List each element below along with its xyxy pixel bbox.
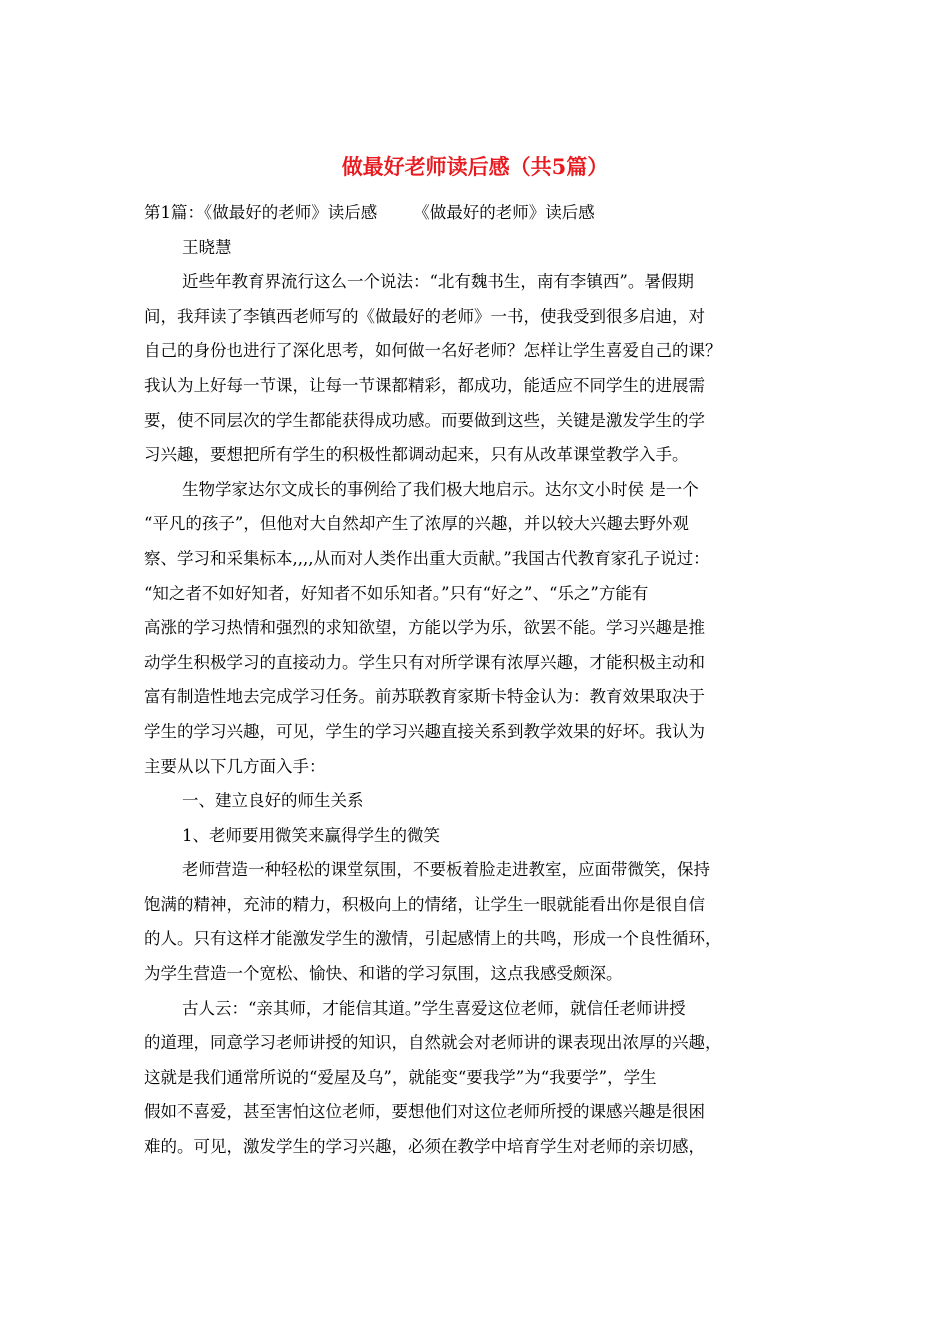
text-line: “平凡的孩子”，但他对大自然却产生了浓厚的兴趣，并以较大兴趣去野外观 — [144, 514, 689, 534]
text-line: 动学生积极学习的直接动力。学生只有对所学课有浓厚兴趣，才能积极主动和 — [144, 652, 705, 672]
text-line: 难的。可见，激发学生的学习兴趣，必须在教学中培育学生对老师的亲切感， — [144, 1137, 705, 1157]
text-line: 为学生营造一个宽松、愉快、和谐的学习氛围，这点我感受颇深。 — [144, 964, 623, 984]
text-line: 的道理，同意学习老师讲授的知识，自然就会对老师讲的课表现出浓厚的兴趣， — [144, 1033, 722, 1053]
text-line: 近些年教育界流行这么一个说法：“北有魏书生，南有李镇西”。暑假期 — [182, 272, 694, 292]
text-line: 主要从以下几方面入手： — [144, 756, 326, 776]
text-line: 古人云：“亲其师，才能信其道。”学生喜爱这位老师，就信任老师讲授 — [182, 998, 686, 1018]
text-line: 要，使不同层次的学生都能获得成功感。而要做到这些，关键是激发学生的学 — [144, 410, 705, 430]
text-line: 间，我拜读了李镇西老师写的《做最好的老师》一书，使我受到很多启迪，对 — [144, 306, 705, 326]
text-line: 富有制造性地去完成学习任务。前苏联教育家斯卡特金认为：教育效果取决于 — [144, 687, 705, 707]
document-title: 做最好老师读后感（共5篇） — [341, 154, 609, 179]
chapter-heading — [144, 196, 804, 231]
book-title: 《做最好的老师》读后感 — [413, 203, 595, 222]
text-line: 我认为上好每一节课，让每一节课都精彩，都成功，能适应不同学生的进展需 — [144, 375, 705, 395]
text-line: 习兴趣，要想把所有学生的积极性都调动起来，只有从改革课堂教学入手。 — [144, 445, 689, 465]
text-line: 饱满的精神，充沛的精力，积极向上的情绪，让学生一眼就能看出你是很自信 — [144, 894, 705, 914]
text-line: 这就是我们通常所说的“爱屋及乌”，就能变“要我学”为“我要学”，学生 — [144, 1067, 657, 1087]
text-line: 的人。只有这样才能激发学生的激情，引起感情上的共鸣，形成一个良性循环， — [144, 929, 722, 949]
text-line: 1、老师要用微笑来赢得学生的微笑 — [182, 825, 440, 845]
chapter-label: 第1篇：《做最好的老师》读后感 — [144, 203, 378, 222]
author-name: 王晓慧 — [182, 237, 232, 257]
text-line: 察、学习和采集标本,,,,从而对人类作出重大贡献。”我国古代教育家孔子说过： — [144, 548, 710, 568]
text-line: 老师营造一种轻松的课堂氛围，不要板着脸走进教室，应面带微笑，保持 — [182, 860, 710, 880]
text-line: “知之者不如好知者，好知者不如乐知者。”只有“好之”、“乐之”方能有 — [144, 583, 649, 603]
text-line: 高涨的学习热情和强烈的求知欲望，方能以学为乐，欲罢不能。学习兴趣是推 — [144, 618, 705, 638]
text-line: 自己的身份也进行了深化思考，如何做一名好老师？怎样让学生喜爱自己的课？ — [144, 341, 722, 361]
document-body — [144, 196, 804, 1165]
text-line: 假如不喜爱，甚至害怕这位老师，要想他们对这位老师所授的课感兴趣是很困 — [144, 1102, 705, 1122]
text-line: 一、建立良好的师生关系 — [182, 791, 364, 811]
text-line: 学生的学习兴趣，可见，学生的学习兴趣直接关系到教学效果的好坏。我认为 — [144, 721, 705, 741]
text-line: 生物学家达尔文成长的事例给了我们极大地启示。达尔文小时侯 是一个 — [182, 479, 699, 499]
paragraph-lines — [144, 265, 804, 1164]
